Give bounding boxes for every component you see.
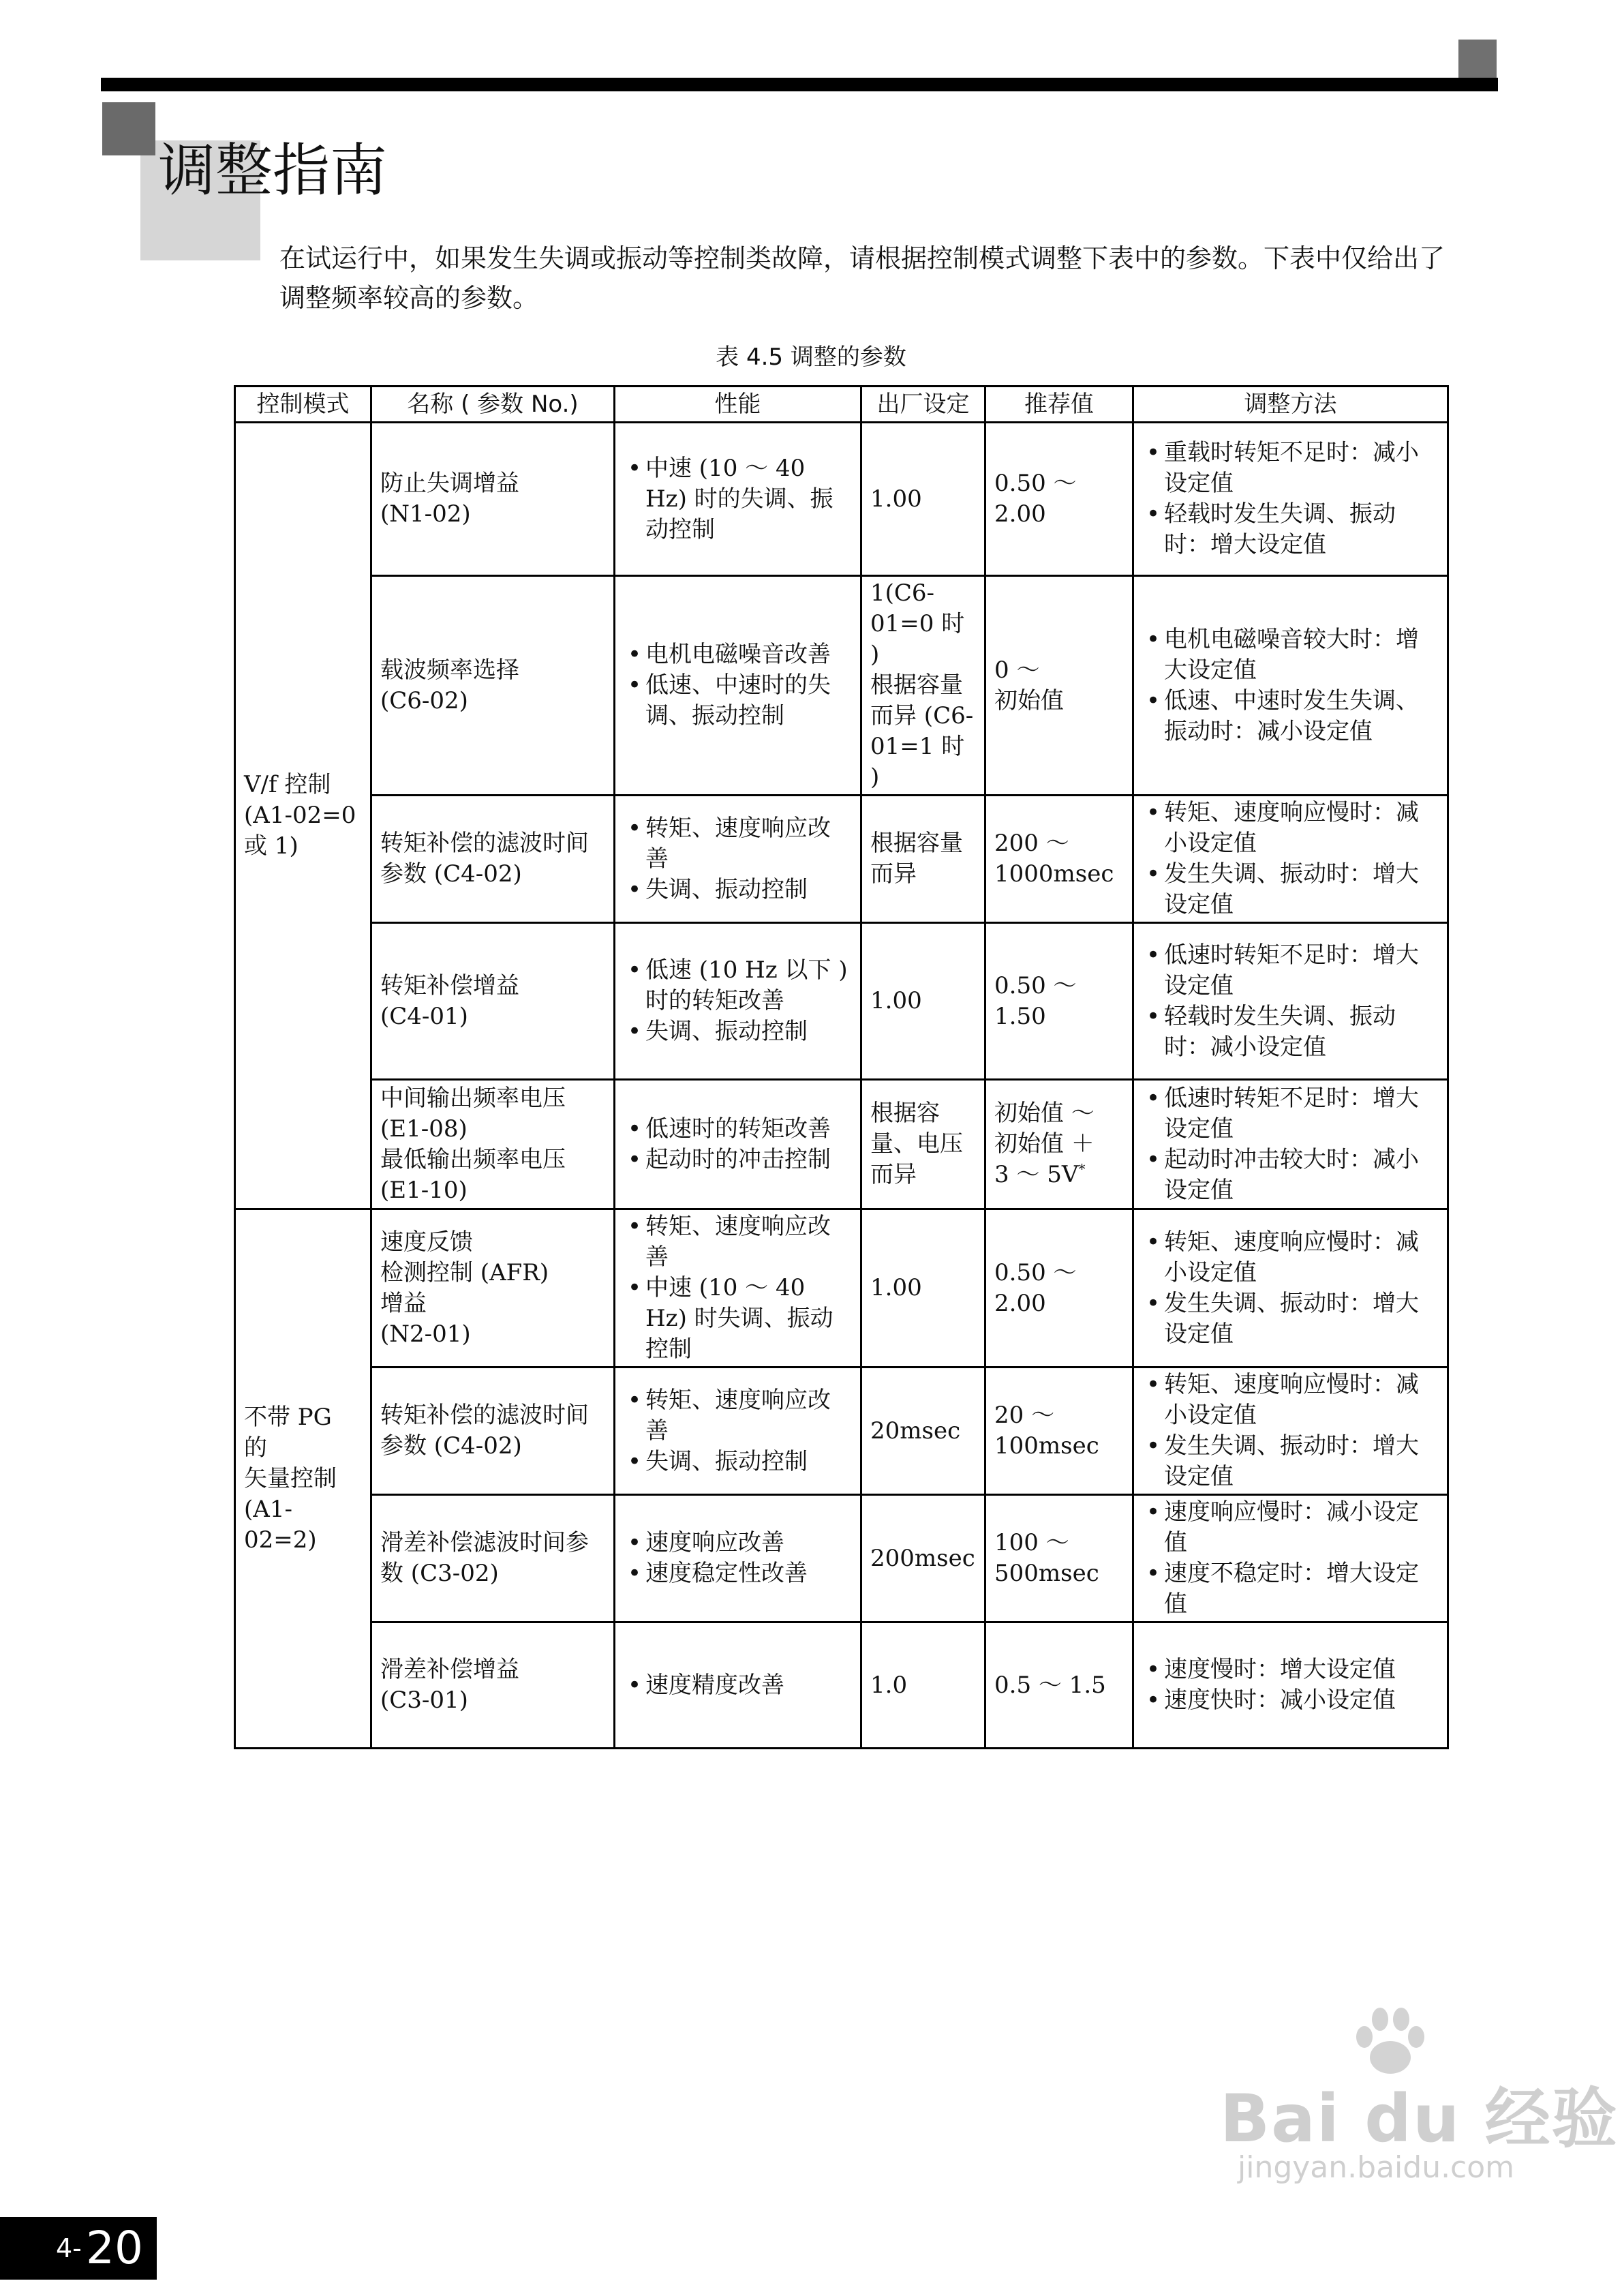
recommended-value-line: 1.50 (994, 1002, 1046, 1030)
adjust-method-item: • 速度不稳定时：增大设定值 (1142, 1558, 1439, 1620)
recommended-value-line: 初始值 (994, 686, 1064, 714)
adjust-method-cell (1133, 1368, 1448, 1495)
recommended-value-line: 0.5 ～ 1.5 (994, 1671, 1106, 1699)
adjust-method-cell (1133, 923, 1448, 1080)
adjust-method-cell (1133, 1209, 1448, 1368)
adjust-method-list (1142, 798, 1439, 920)
performance-cell (615, 796, 861, 923)
param-name-line: 防止失调增益 (380, 470, 519, 497)
factory-setting-line: 1.00 (870, 987, 922, 1014)
performance-item: • 起动时的冲击控制 (624, 1145, 852, 1175)
parameter-table (234, 385, 1449, 1749)
recommended-value-line: 0.50 ～ 2.00 (994, 470, 1077, 528)
adjust-method-list (1142, 624, 1439, 747)
factory-setting-cell (861, 423, 985, 576)
control-mode-cell (235, 423, 371, 1209)
header-rule (101, 78, 1498, 91)
adjust-method-item: • 速度响应慢时：减小设定值 (1142, 1497, 1439, 1558)
recommended-value-cell (985, 576, 1133, 796)
performance-list (624, 453, 852, 545)
intro-paragraph: 在试运行中，如果发生失调或振动等控制类故障，请根据控制模式调整下表中的参数。下表中仅给出了调整频率较高的参数。 (279, 243, 1445, 313)
performance-cell (615, 1080, 861, 1209)
performance-list (624, 813, 852, 905)
adjust-method-item: • 重载时转矩不足时：减小设定值 (1142, 438, 1439, 499)
table-caption: 表 4.5 调整的参数 (716, 344, 906, 371)
param-name-line: 检测控制 (AFR) (380, 1258, 549, 1286)
performance-item: • 低速 (10 Hz 以下 ) 时的转矩改善 (624, 955, 852, 1016)
performance-cell (615, 1495, 861, 1622)
col-header: 名称 ( 参数 No.) (371, 387, 615, 423)
param-name-line: (C6-02) (380, 686, 468, 714)
factory-setting-cell (861, 576, 985, 796)
recommended-value-cell (985, 1622, 1133, 1749)
adjust-method-item: • 转矩、速度响应慢时：减小设定值 (1142, 1370, 1439, 1431)
factory-setting-cell (861, 1622, 985, 1749)
param-name-line: (E1-10) (380, 1176, 468, 1204)
adjust-method-item: • 轻载时发生失调、振动时：减小设定值 (1142, 1001, 1439, 1063)
footnote-mark: * (1078, 1160, 1086, 1177)
recommended-value-line: 初始值 ～ (994, 1100, 1095, 1127)
param-name-line: 增益 (380, 1289, 427, 1317)
table-row (235, 576, 1448, 796)
performance-cell (615, 423, 861, 576)
adjust-method-list (1142, 1655, 1439, 1716)
adjust-method-item: • 低速时转矩不足时：增大设定值 (1142, 940, 1439, 1001)
table-row (235, 796, 1448, 923)
param-name-cell (371, 1495, 615, 1622)
adjust-method-list (1142, 1497, 1439, 1620)
recommended-value-cell (985, 1209, 1133, 1368)
performance-item: • 失调、振动控制 (624, 875, 852, 905)
table-row (235, 1209, 1448, 1368)
header-row (235, 387, 1448, 423)
param-name-line: (N1-02) (380, 500, 471, 528)
control-mode-line: (A1-02=2) (244, 1495, 317, 1554)
performance-list (624, 1114, 852, 1175)
param-name-cell (371, 1209, 615, 1368)
adjust-method-item: • 速度快时：减小设定值 (1142, 1685, 1439, 1716)
performance-cell (615, 923, 861, 1080)
performance-item: • 中速 (10 ～ 40 Hz) 时的失调、振动控制 (624, 453, 852, 545)
adjust-method-item: • 低速时转矩不足时：增大设定值 (1142, 1083, 1439, 1145)
adjust-method-item: • 电机电磁噪音较大时：增大设定值 (1142, 624, 1439, 686)
recommended-value-line: 500msec (994, 1560, 1099, 1587)
performance-list (624, 1670, 852, 1701)
adjust-method-cell (1133, 576, 1448, 796)
watermark-brand: Bai du 经验 (1220, 2081, 1619, 2157)
recommended-value-line: 200 ～ (994, 830, 1069, 857)
col-header: 控制模式 (235, 387, 371, 423)
recommended-value-line: 0.50 ～ (994, 1258, 1077, 1286)
table-row (235, 923, 1448, 1080)
adjust-method-list (1142, 1227, 1439, 1350)
param-name-line: 速度反馈 (380, 1228, 473, 1256)
recommended-value-cell (985, 1080, 1133, 1209)
adjust-method-list (1142, 438, 1439, 560)
recommended-value-line: 初始值 ＋ (994, 1130, 1095, 1158)
param-name-line: (C3-01) (380, 1687, 468, 1714)
col-header: 出厂设定 (861, 387, 985, 423)
adjust-method-list (1142, 1083, 1439, 1206)
col-header: 调整方法 (1133, 387, 1448, 423)
factory-setting-line: 根据容量而异 (C6-01=1 时 ) (870, 671, 974, 791)
factory-setting-cell (861, 923, 985, 1080)
param-name-cell (371, 1368, 615, 1495)
table-row (235, 1495, 1448, 1622)
param-name-cell (371, 576, 615, 796)
performance-list (624, 1385, 852, 1477)
performance-list (624, 639, 852, 731)
performance-item: • 低速、中速时的失调、振动控制 (624, 670, 852, 731)
recommended-value-line: 100 ～ (994, 1529, 1069, 1556)
table-header (235, 387, 1448, 423)
factory-setting-line: 1.0 (870, 1671, 908, 1699)
performance-item: • 速度响应改善 (624, 1528, 852, 1558)
adjust-method-item: • 发生失调、振动时：增大设定值 (1142, 1288, 1439, 1350)
adjust-method-item: • 低速、中速时发生失调、振动时：减小设定值 (1142, 686, 1439, 747)
performance-item: • 速度精度改善 (624, 1670, 852, 1701)
title-decor-dark (102, 102, 155, 155)
table-body (235, 423, 1448, 1749)
adjust-method-cell (1133, 796, 1448, 923)
control-mode-line: 或 1) (244, 832, 299, 860)
performance-item: • 失调、振动控制 (624, 1447, 852, 1477)
param-name-cell (371, 1622, 615, 1749)
chapter-number: 4- (56, 2233, 82, 2263)
param-name-line: 转矩补偿的滤波时间参数 (C4-02) (380, 830, 589, 888)
recommended-value-line: 20 ～ (994, 1402, 1055, 1429)
recommended-value-line: 0.50 ～ (994, 971, 1077, 999)
param-name-cell (371, 423, 615, 576)
recommended-value-cell (985, 796, 1133, 923)
factory-setting-line: 1.00 (870, 1274, 922, 1301)
param-name-line: (N2-01) (380, 1320, 471, 1348)
factory-setting-line: 1.00 (870, 485, 922, 513)
performance-item: • 电机电磁噪音改善 (624, 639, 852, 670)
adjust-method-item: • 发生失调、振动时：增大设定值 (1142, 859, 1439, 920)
adjust-method-item: • 轻载时发生失调、振动时：增大设定值 (1142, 499, 1439, 560)
performance-cell (615, 1209, 861, 1368)
factory-setting-cell (861, 1368, 985, 1495)
recommended-value-cell (985, 1368, 1133, 1495)
factory-setting-line: 20msec (870, 1417, 961, 1445)
param-name-line: 转矩补偿的滤波时间参数 (C4-02) (380, 1402, 589, 1460)
factory-setting-line: 根据容量而异 (870, 830, 963, 888)
performance-list (624, 1528, 852, 1589)
page-title: 调整指南 (158, 137, 388, 204)
performance-list (624, 955, 852, 1047)
adjust-method-item: • 速度慢时：增大设定值 (1142, 1655, 1439, 1685)
col-header: 性能 (615, 387, 861, 423)
param-name-cell (371, 796, 615, 923)
col-header: 推荐值 (985, 387, 1133, 423)
performance-item: • 低速时的转矩改善 (624, 1114, 852, 1145)
control-mode-line: 矢量控制 (244, 1464, 337, 1492)
table-row (235, 423, 1448, 576)
adjust-method-cell (1133, 1080, 1448, 1209)
adjust-method-item: • 转矩、速度响应慢时：减小设定值 (1142, 798, 1439, 859)
recommended-value-line: 0 ～ (994, 656, 1040, 684)
performance-item: • 转矩、速度响应改善 (624, 1211, 852, 1273)
page-number-tab (0, 2217, 157, 2280)
recommended-value-line: 2.00 (994, 1289, 1046, 1317)
factory-setting-cell (861, 1080, 985, 1209)
param-name-line: 转矩补偿增益 (380, 971, 519, 999)
control-mode-line: V/f 控制 (244, 771, 331, 798)
recommended-value-cell (985, 923, 1133, 1080)
param-name-cell (371, 923, 615, 1080)
adjust-method-cell (1133, 423, 1448, 576)
factory-setting-line: 200msec (870, 1544, 975, 1572)
table-row (235, 1622, 1448, 1749)
param-name-line: 最低输出频率电压 (380, 1145, 566, 1173)
page-number: 20 (86, 2222, 143, 2274)
factory-setting-cell (861, 1495, 985, 1622)
recommended-value-cell (985, 423, 1133, 576)
performance-cell (615, 1368, 861, 1495)
adjust-method-item: • 发生失调、振动时：增大设定值 (1142, 1431, 1439, 1492)
table-row (235, 1080, 1448, 1209)
adjust-method-list (1142, 940, 1439, 1063)
performance-item: • 转矩、速度响应改善 (624, 1385, 852, 1447)
adjust-method-list (1142, 1370, 1439, 1492)
param-name-line: (C4-01) (380, 1002, 468, 1030)
recommended-value-line: 1000msec (994, 860, 1114, 888)
recommended-value-cell (985, 1495, 1133, 1622)
param-name-line: 滑差补偿增益 (380, 1656, 519, 1683)
performance-cell (615, 1622, 861, 1749)
adjust-method-item: • 起动时冲击较大时：减小设定值 (1142, 1145, 1439, 1206)
performance-cell (615, 576, 861, 796)
adjust-method-cell (1133, 1622, 1448, 1749)
adjust-method-item: • 转矩、速度响应慢时：减小设定值 (1142, 1227, 1439, 1288)
performance-item: • 中速 (10 ～ 40 Hz) 时失调、振动控制 (624, 1273, 852, 1365)
param-name-line: (E1-08) (380, 1115, 468, 1143)
table-row (235, 1368, 1448, 1495)
performance-item: • 转矩、速度响应改善 (624, 813, 852, 875)
watermark-url: jingyan.baidu.com (1238, 2150, 1515, 2185)
factory-setting-line: 1(C6-01=0 时 ) (870, 579, 965, 668)
control-mode-cell (235, 1209, 371, 1749)
param-name-line: 中间输出频率电压 (380, 1084, 566, 1112)
header-corner-square (1458, 40, 1497, 78)
adjust-method-cell (1133, 1495, 1448, 1622)
param-name-line: 滑差补偿滤波时间参数 (C3-02) (380, 1529, 589, 1587)
param-name-line: 载波频率选择 (380, 656, 519, 684)
factory-setting-cell (861, 1209, 985, 1368)
param-name-cell (371, 1080, 615, 1209)
performance-item: • 速度稳定性改善 (624, 1558, 852, 1589)
factory-setting-cell (861, 796, 985, 923)
recommended-value-line: 3 ～ 5V (994, 1161, 1079, 1188)
recommended-value-line-wrap (994, 1160, 1124, 1190)
watermark (1220, 2004, 1619, 2195)
factory-setting-line: 根据容量、电压而异 (870, 1100, 963, 1188)
control-mode-line: (A1-02=0 (244, 802, 356, 829)
performance-list (624, 1211, 852, 1365)
control-mode-line: 不带 PG 的 (244, 1403, 332, 1462)
recommended-value-line: 100msec (994, 1432, 1099, 1460)
performance-item: • 失调、振动控制 (624, 1016, 852, 1047)
